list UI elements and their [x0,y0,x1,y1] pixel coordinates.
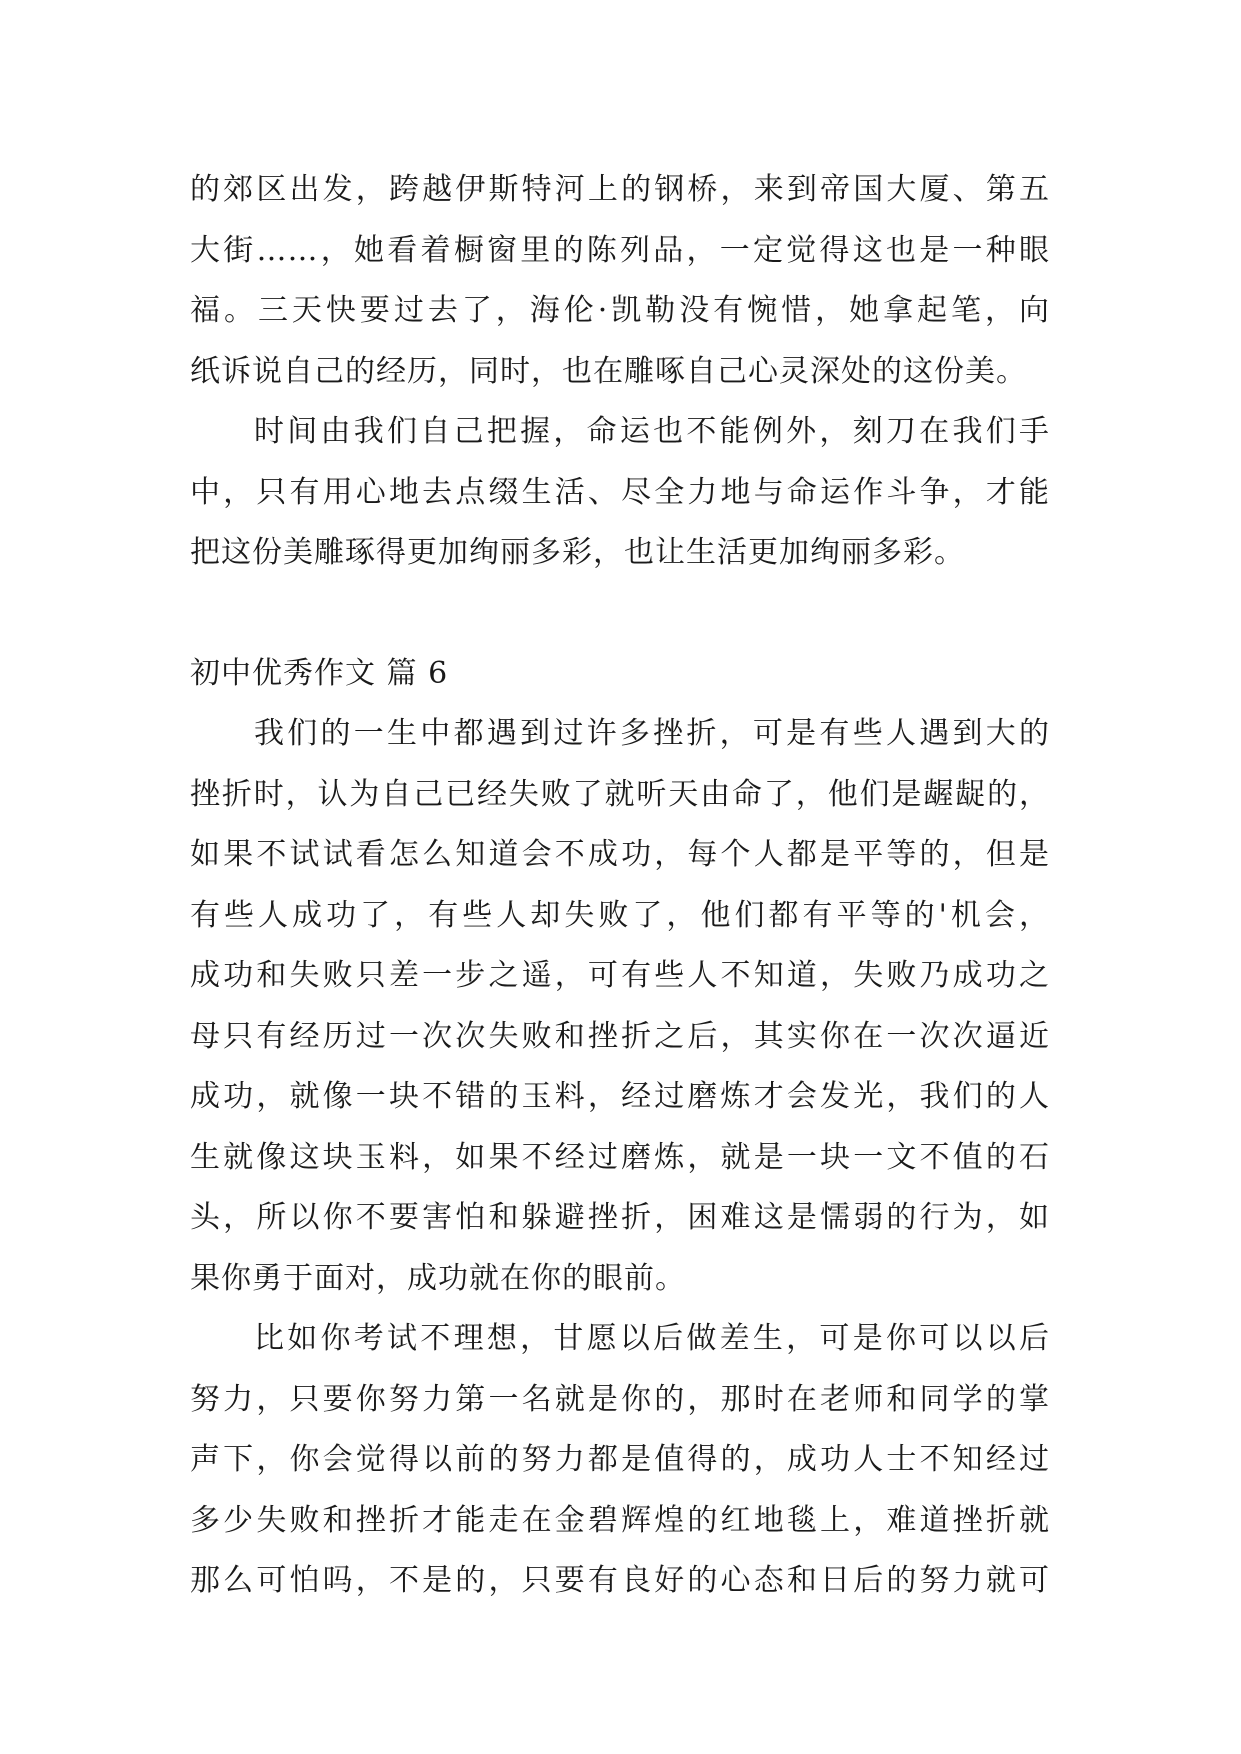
text-line: 成功和失败只差一步之遥，可有些人不知道，失败乃成功之 [190,958,1050,993]
paragraph-1 [190,160,1050,402]
text-line: 中，只有用心地去点缀生活、尽全力地与命运作斗争，才能 [190,474,1050,510]
text-line: 把这份美雕琢得更加绚丽多彩，也让生活更加绚丽多彩。 [190,535,965,570]
text-line: 多少失败和挫折才能走在金碧辉煌的红地毯上，难道挫折就 [190,1502,1050,1538]
text-line: 头，所以你不要害怕和躲避挫折，困难这是懦弱的行为，如 [190,1200,1050,1235]
text-line: 大街……，她看着橱窗里的陈列品，一定觉得这也是一种眼 [190,232,1050,268]
text-line: 比如你考试不理想，甘愿以后做差生，可是你可以以后 [254,1321,1050,1356]
text-line: 那么可怕吗，不是的，只要有良好的心态和日后的努力就可 [190,1563,1050,1598]
paragraph-4 [190,1309,1050,1612]
paragraph-2 [190,402,1050,584]
text-line: 有些人成功了，有些人却失败了，他们都有平等的'机会， [190,897,1050,933]
text-line: 声下，你会觉得以前的努力都是值得的，成功人士不知经过 [190,1442,1050,1477]
text-line: 纸诉说自己的经历，同时，也在雕啄自己心灵深处的这份美。 [190,353,1027,389]
text-line: 挫折时，认为自己已经失败了就听天由命了，他们是龌龊的， [190,776,1050,812]
text-line: 生就像这块玉料，如果不经过磨炼，就是一块一文不值的石 [190,1139,1050,1175]
text-line: 的郊区出发，跨越伊斯特河上的钢桥，来到帝国大厦、第五 [190,172,1050,207]
section-heading: 初中优秀作文 篇 6 [190,655,449,691]
text-line: 母只有经历过一次次失败和挫折之后，其实你在一次次逼近 [190,1018,1050,1054]
text-line: 成功，就像一块不错的玉料，经过磨炼才会发光，我们的人 [190,1079,1050,1114]
paragraph-3 [190,704,1050,1309]
section-gap [190,584,1050,644]
text-line: 如果不试试看怎么知道会不成功，每个人都是平等的，但是 [190,837,1050,872]
text-line: 努力，只要你努力第一名就是你的，那时在老师和同学的掌 [190,1381,1050,1417]
text-line: 时间由我们自己把握，命运也不能例外，刻刀在我们手 [254,414,1050,449]
article-body [190,160,1050,1612]
text-line: 福。三天快要过去了，海伦·凯勒没有惋惜，她拿起笔，向 [190,293,1050,328]
text-line: 我们的一生中都遇到过许多挫折，可是有些人遇到大的 [254,716,1050,751]
text-line: 果你勇于面对，成功就在你的眼前。 [190,1260,686,1296]
